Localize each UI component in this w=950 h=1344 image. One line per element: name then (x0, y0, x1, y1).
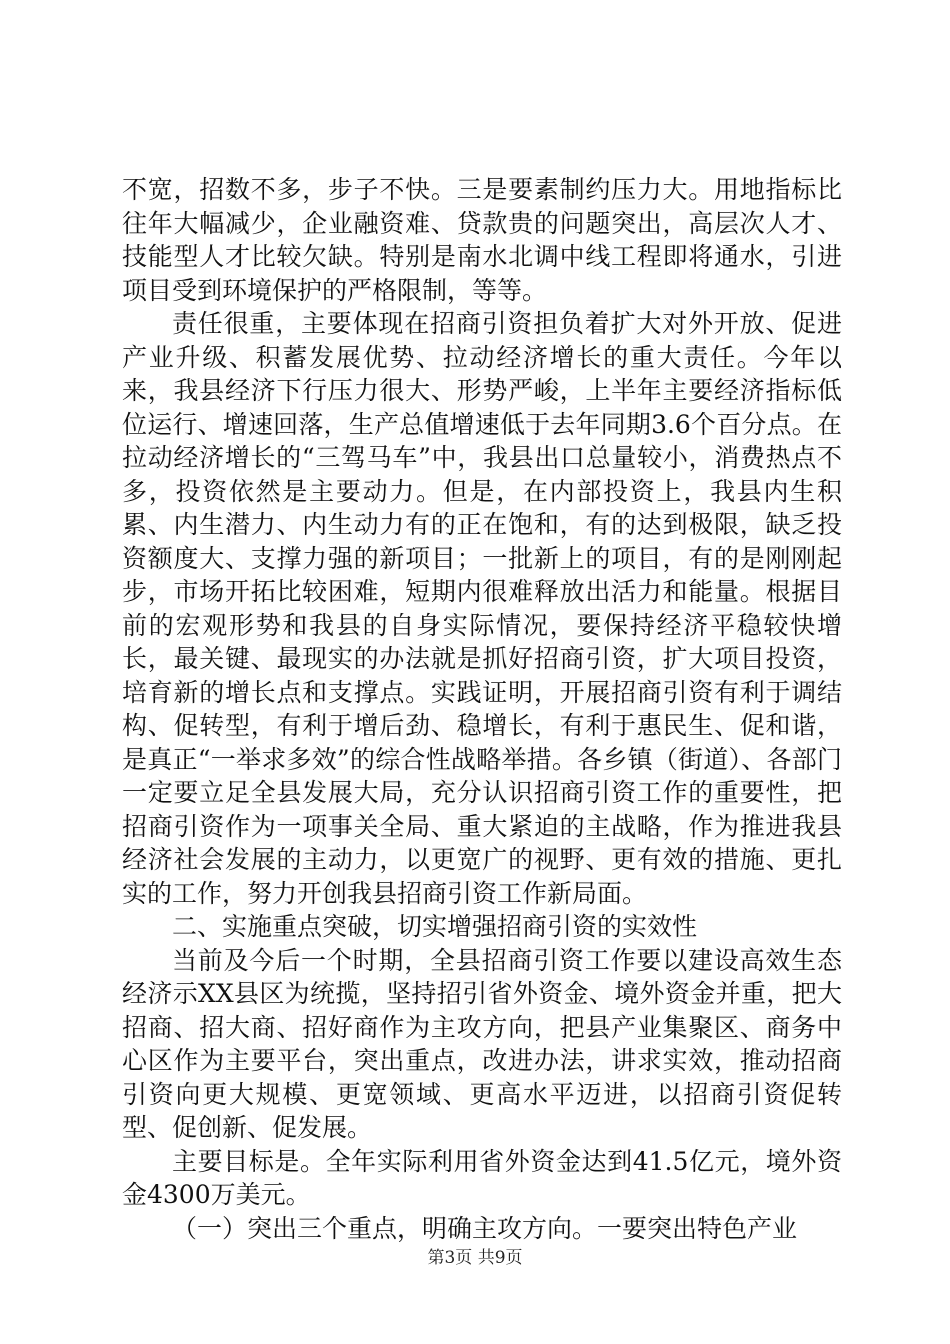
paragraph-2: 责任很重，主要体现在招商引资担负着扩大对外开放、促进产业升级、积蓄发展优势、拉动经济增长的重大责任。今年以来，我县经济下行压力很大、形势严峻，上半年主要经济指标低位运行、增速回落，生产总值增速低于去年同期3.6个百分点。在拉动经济增长的“三驾马车”中，我县出口总量较小，消费热点不多，投资依然是主要动力。但是，在内部投资上，我县内生积累、内生潜力、内生动力有的正在饱和，有的达到极限，缺乏投资额度大、支撑力强的新项目；一批新上的项目，有的是刚刚起步，市场开拓比较困难，短期内很难释放出活力和能量。根据目前的宏观形势和我县的自身实际情况，要保持经济平稳较快增长，最关键、最现实的办法就是抓好招商引资，扩大项目投资，培育新的增长点和支撑点。实践证明，开展招商引资有利于调结构、促转型，有利于增后劲、稳增长，有利于惠民生、促和谐，是真正“一举求多效”的综合性战略举措。各乡镇（街道）、各部门一定要立足全县发展大局，充分认识招商引资工作的重要性，把招商引资作为一项事关全局、重大紧迫的主战略，作为推进我县经济社会发展的主动力，以更宽广的视野、更有效的措施、更扎实的工作，努力开创我县招商引资工作新局面。 (122, 309, 842, 908)
page-footer (0, 1243, 950, 1268)
paragraph-1: 不宽，招数不多，步子不快。三是要素制约压力大。用地指标比往年大幅减少，企业融资难、贷款贵的问题突出，高层次人才、技能型人才比较欠缺。特别是南水北调中线工程即将通水，引进项目受到环境保护的严格限制，等等。 (122, 175, 842, 305)
page-number-label: 第3页 共9页 (427, 1248, 523, 1268)
document-body (122, 173, 842, 1245)
paragraph-5: （一）突出三个重点，明确主攻方向。一要突出特色产业 (172, 1213, 798, 1243)
paragraph-4: 主要目标是。全年实际利用省外资金达到41.5亿元，境外资金4300万美元。 (122, 1146, 842, 1209)
paragraph-3: 当前及今后一个时期，全县招商引资工作要以建设高效生态经济示XX县区为统揽，坚持招引省外资金、境外资金并重，把大招商、招大商、招好商作为主攻方向，把县产业集聚区、商务中心区作为主要平台，突出重点，改进办法，讲求实效，推动招商引资向更大规模、更宽领域、更高水平迈进，以招商引资促转型、促创新、促发展。 (122, 945, 842, 1142)
section-heading-2: 二、实施重点突破，切实增强招商引资的实效性 (172, 912, 698, 941)
